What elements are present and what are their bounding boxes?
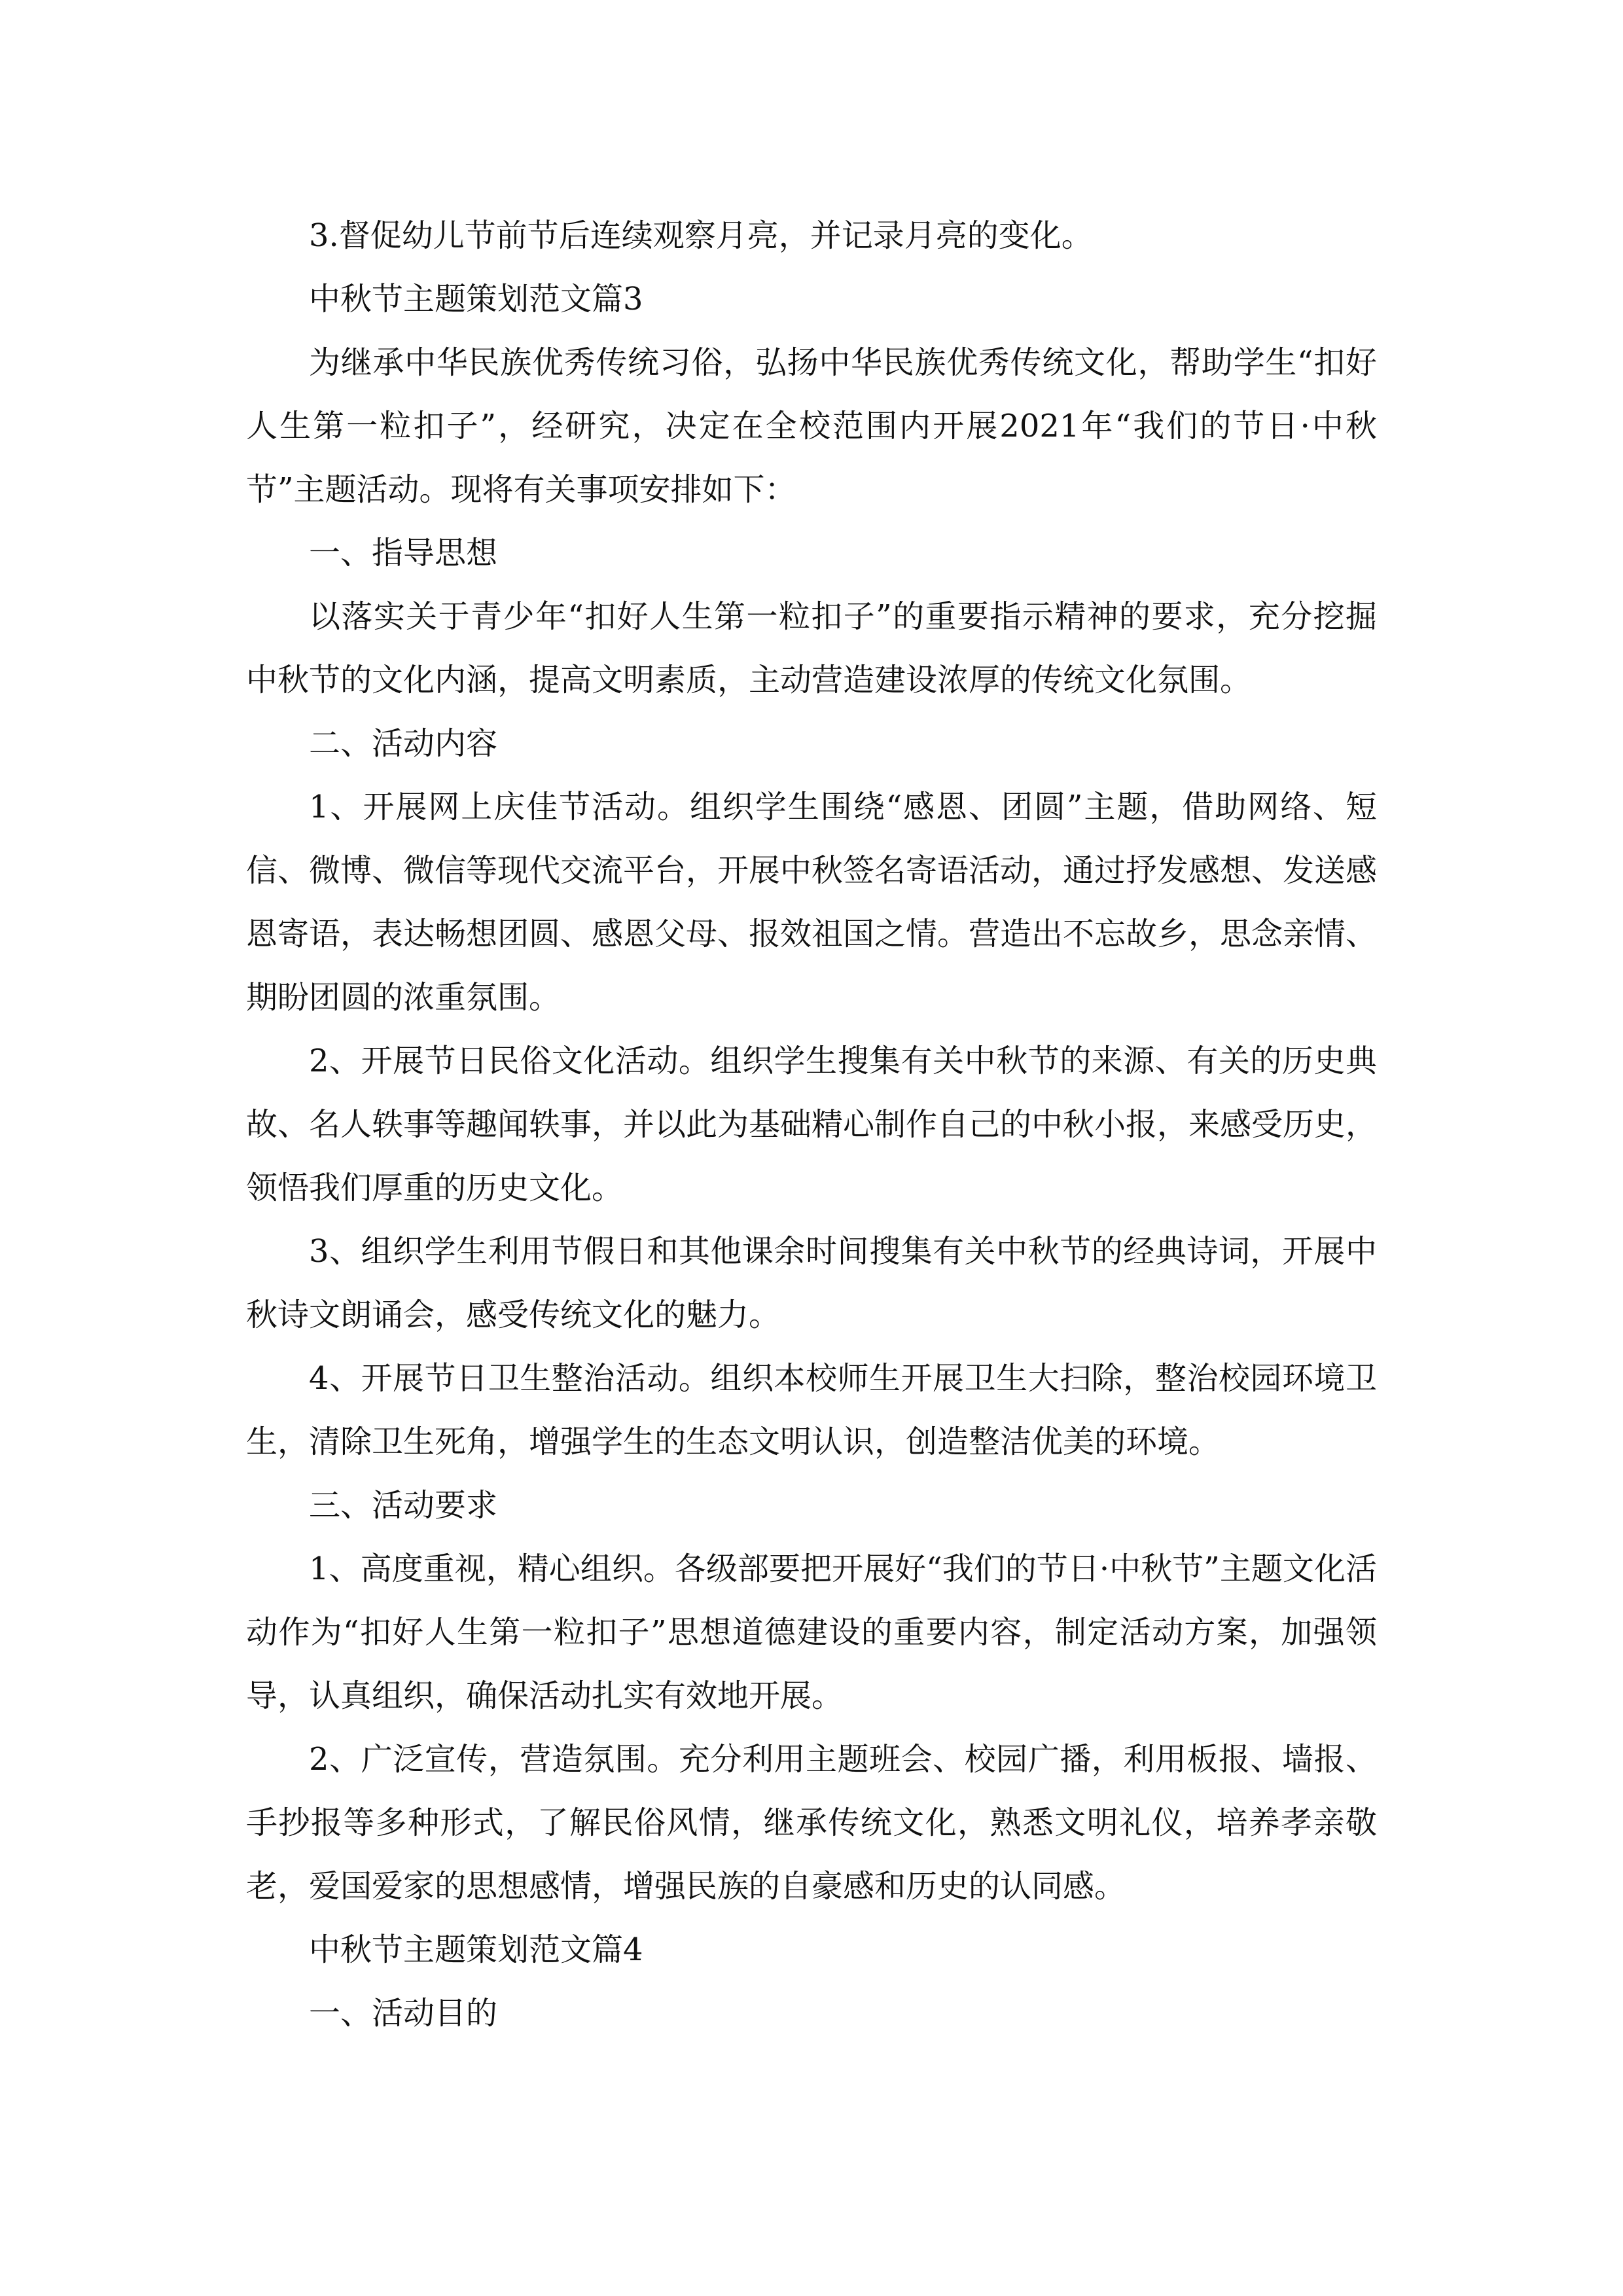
paragraph-activity-2: 2、开展节日民俗文化活动。组织学生搜集有关中秋节的来源、有关的历史典故、名人轶事等趣闻轶事，并以此为基础精心制作自己的中秋小报，来感受历史，领悟我们厚重的历史文化。: [246, 1043, 1378, 1206]
paragraph-requirement-1: 1、高度重视，精心组织。各级部要把开展好“我们的节日·中秋节”主题文化活动作为“扣好人生第一粒扣子”思想道德建设的重要内容，制定活动方案，加强领导，认真组织，确保活动扎实有效地开展。: [246, 1551, 1377, 1714]
heading-activity-requirements: 三、活动要求: [309, 1487, 498, 1524]
section-title-article-3: 中秋节主题策划范文篇3: [309, 281, 643, 317]
heading-activity-purpose: 一、活动目的: [309, 1995, 498, 2032]
document-body: [246, 204, 1377, 2045]
paragraph-requirement-2: 2、广泛宣传，营造氛围。充分利用主题班会、校园广播，利用板报、墙报、手抄报等多种形式，了解民俗风情，继承传统文化，熟悉文明礼仪，培养孝亲敬老，爱国爱家的思想感情，增强民族的自豪感和历史的认同感。: [246, 1741, 1377, 1905]
paragraph-activity-1: 1、开展网上庆佳节活动。组织学生围绕“感恩、团圆”主题，借助网络、短信、微博、微信等现代交流平台，开展中秋签名寄语活动，通过抒发感想、发送感恩寄语，表达畅想团圆、感恩父母、报效祖国之情。营造出不忘故乡，思念亲情、期盼团圆的浓重氛围。: [246, 789, 1378, 1016]
section-title-article-4: 中秋节主题策划范文篇4: [309, 1931, 643, 1968]
paragraph-observe-moon: 3.督促幼儿节前节后连续观察月亮，并记录月亮的变化。: [309, 217, 1093, 254]
heading-activity-content: 二、活动内容: [309, 725, 498, 762]
paragraph-intro: 为继承中华民族优秀传统习俗，弘扬中华民族优秀传统文化，帮助学生“扣好人生第一粒扣子”，经研究，决定在全校范围内开展2021年“我们的节日·中秋节”主题活动。现将有关事项安排如下：: [246, 344, 1377, 508]
heading-guiding-ideology: 一、指导思想: [309, 535, 498, 571]
paragraph-activity-4: 4、开展节日卫生整治活动。组织本校师生开展卫生大扫除，整治校园环境卫生，清除卫生死角，增强学生的生态文明认识，创造整洁优美的环境。: [246, 1360, 1377, 1460]
paragraph-activity-3: 3、组织学生利用节假日和其他课余时间搜集有关中秋节的经典诗词，开展中秋诗文朗诵会，感受传统文化的魅力。: [246, 1233, 1377, 1333]
paragraph-guiding-ideology: 以落实关于青少年“扣好人生第一粒扣子”的重要指示精神的要求，充分挖掘中秋节的文化内涵，提高文明素质，主动营造建设浓厚的传统文化氛围。: [246, 598, 1377, 698]
